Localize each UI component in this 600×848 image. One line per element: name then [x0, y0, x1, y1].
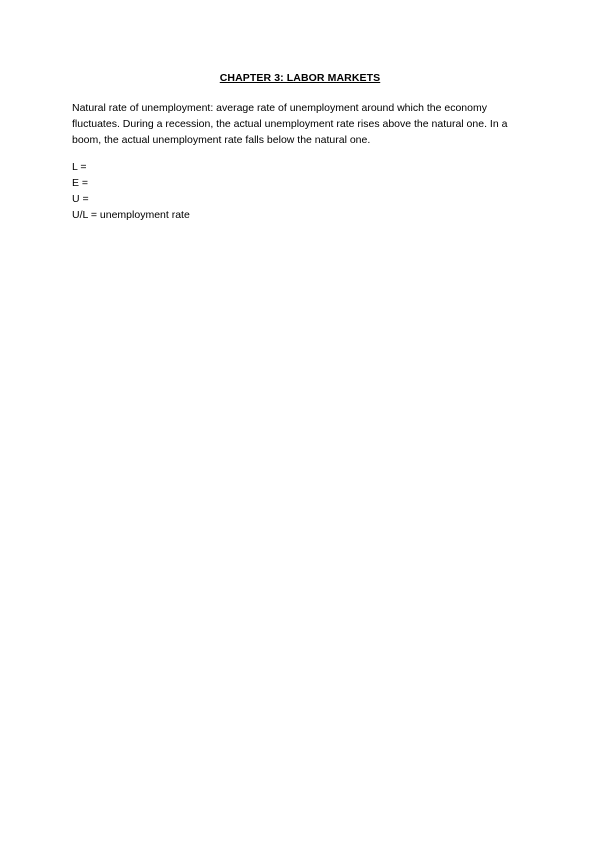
definitions-list	[72, 159, 372, 223]
definition-labor-force: L =	[72, 161, 87, 173]
natural-rate-paragraph: Natural rate of unemployment: average rate of unemployment around which the economy fluctuates. During a recession, the actual unemployment rate rises above the natural one. In a boom, the actual unemployment rate falls below the natural one.	[72, 102, 508, 146]
definition-employed: E =	[72, 177, 89, 189]
definition-unemployed: U =	[72, 193, 89, 205]
definition-unemployment-rate: U/L = unemployment rate	[72, 209, 190, 221]
document-title: CHAPTER 3: LABOR MARKETS	[219, 72, 381, 84]
